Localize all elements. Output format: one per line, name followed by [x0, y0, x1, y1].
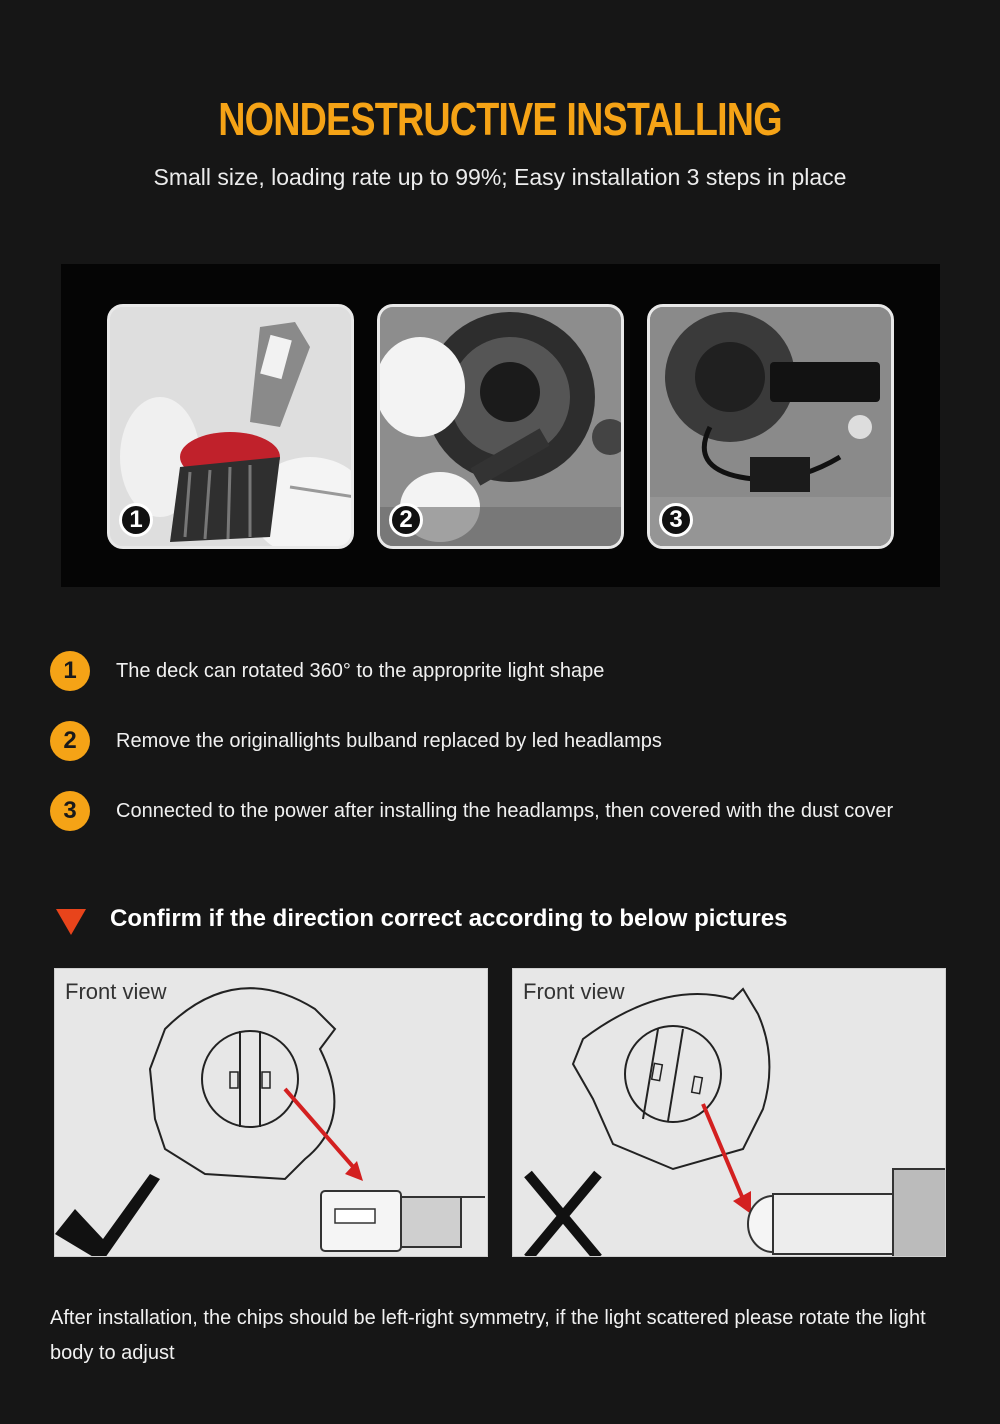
page-subtitle: Small size, loading rate up to 99%; Easy installation 3 steps in place — [153, 164, 847, 190]
photo-badge-3: 3 — [659, 503, 693, 537]
footer-note: After installation, the chips should be left-right symmetry, if the light scattered please rotate the light body to adjust — [50, 1307, 926, 1364]
diagram-wrong — [512, 968, 946, 1257]
diagram-label: Front view — [65, 979, 167, 1004]
photo-badge-1: 1 — [119, 503, 153, 537]
step-item — [50, 721, 970, 761]
cross-icon — [528, 1174, 598, 1257]
step-number-3: 3 — [50, 791, 90, 831]
photo-badge-2: 2 — [389, 503, 423, 537]
checkmark-icon — [55, 1174, 160, 1257]
step-number-1: 1 — [50, 651, 90, 691]
photo-step-1 — [107, 304, 354, 549]
step-text-3: Connected to the power after installing the headlamps, then covered with the dust cover — [116, 800, 894, 822]
installation-photos — [61, 264, 940, 587]
step-text-1: The deck can rotated 360° to the approprite light shape — [116, 660, 605, 682]
step-item — [50, 651, 970, 691]
photo-step-3 — [647, 304, 894, 549]
front-view-correct-diagram — [55, 969, 488, 1257]
triangle-down-icon — [56, 909, 86, 937]
confirm-heading: Confirm if the direction correct according to below pictures — [110, 905, 788, 932]
step-item — [50, 791, 970, 831]
photo-step-2 — [377, 304, 624, 549]
step-text-2: Remove the originallights bulband replaced by led headlamps — [116, 730, 662, 752]
front-view-wrong-diagram — [513, 969, 946, 1257]
diagram-label: Front view — [523, 979, 625, 1004]
page-title: NONDESTRUCTIVE INSTALLING — [218, 93, 782, 145]
diagram-correct — [54, 968, 488, 1257]
step-number-2: 2 — [50, 721, 90, 761]
